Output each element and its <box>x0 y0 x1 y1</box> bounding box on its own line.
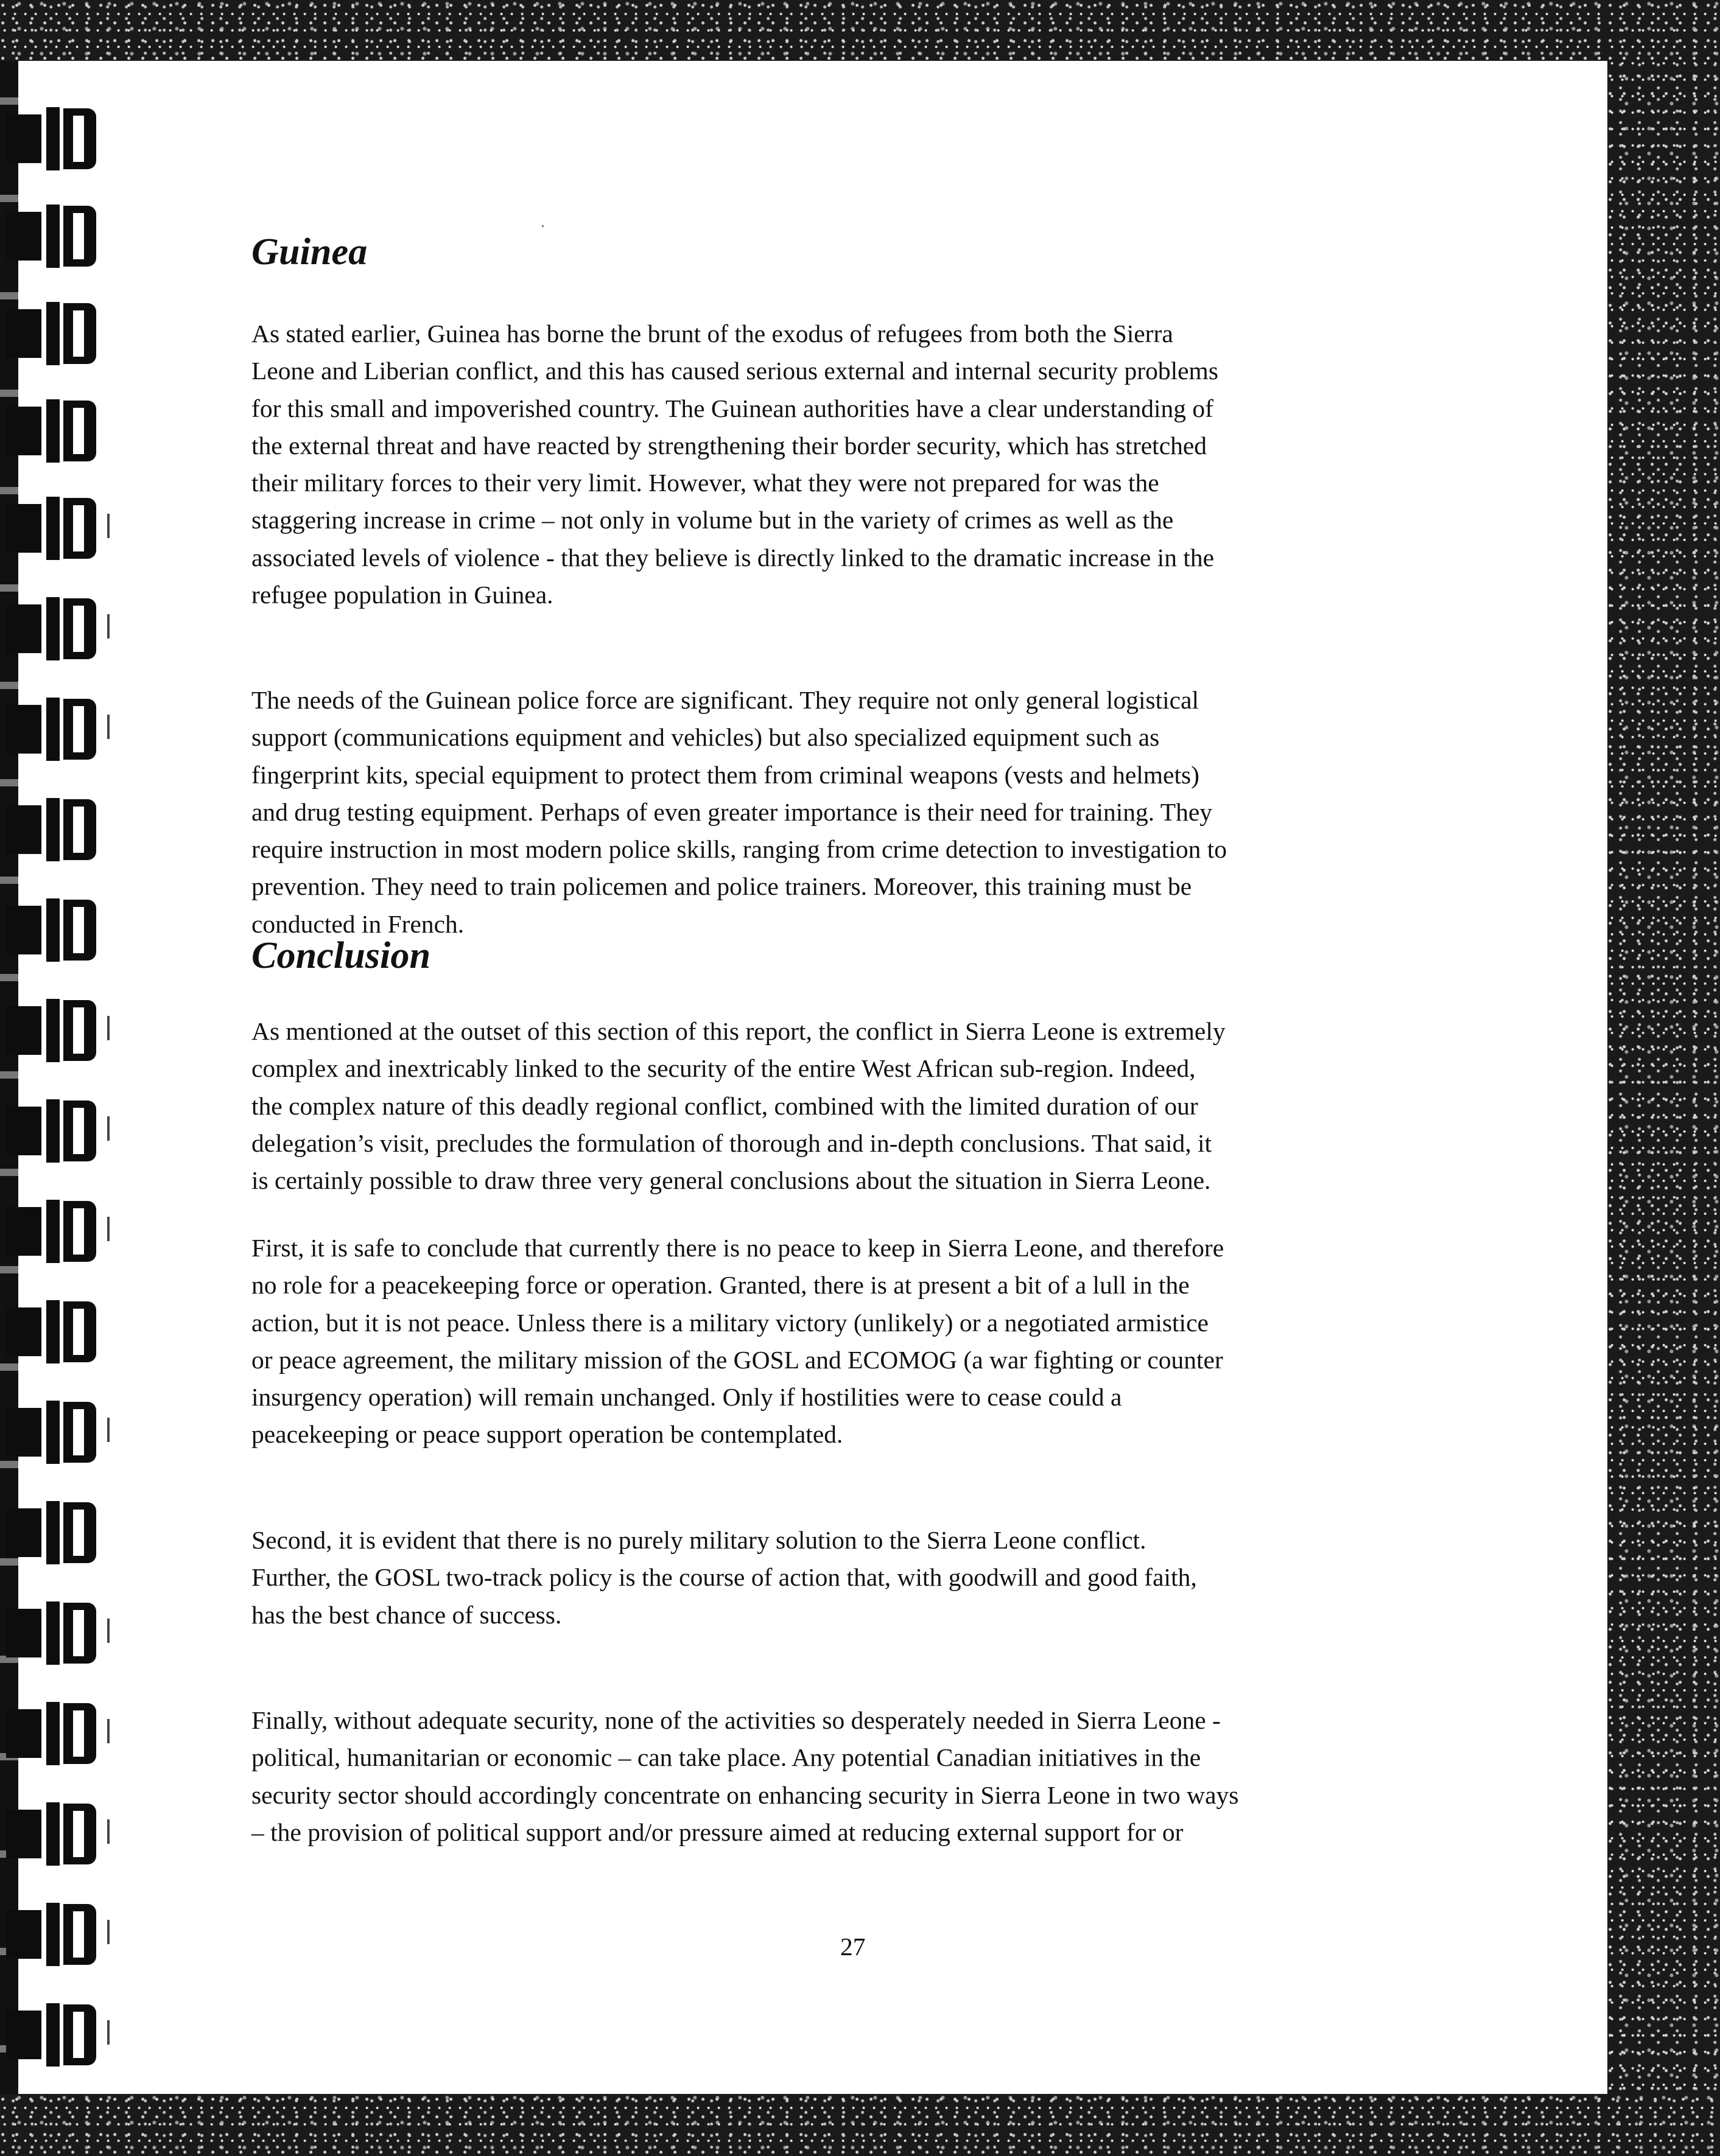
binding-coil <box>6 1899 97 1966</box>
text-line: require instruction in most modern police skills, ranging from crime detection to investigation to <box>251 835 1227 864</box>
binding-coil <box>6 1598 97 1665</box>
binding-coil <box>6 1698 97 1765</box>
binding-spine <box>0 61 18 2094</box>
binding-coil <box>6 396 97 463</box>
text-line: delegation’s visit, precludes the formulation of thorough and in-depth conclusions. That said, it <box>251 1129 1212 1157</box>
text-line: fingerprint kits, special equipment to protect them from criminal weapons (vests and helmets) <box>251 760 1199 789</box>
binding-coil <box>6 1096 97 1163</box>
text-line: for this small and impoverished country. The Guinean authorities have a clear understanding of <box>251 394 1213 422</box>
paragraph <box>251 682 1481 943</box>
scanner-background-right <box>1607 0 1720 2156</box>
paper-sheet <box>12 61 1607 2094</box>
text-line: Finally, without adequate security, none of the activities so desperately needed in Sierra Leone - <box>251 1706 1221 1734</box>
text-line: prevention. They need to train policemen and police trainers. Moreover, this training must be <box>251 872 1192 901</box>
text-line: security sector should accordingly concentrate on enhancing security in Sierra Leone in two ways <box>251 1780 1239 1809</box>
text-line: As mentioned at the outset of this section of this report, the conflict in Sierra Leone is extremely <box>251 1017 1226 1045</box>
binding-coil <box>6 1297 97 1363</box>
text-line: Leone and Liberian conflict, and this has caused serious external and internal security problems <box>251 357 1218 385</box>
text-line: complex and inextricably linked to the security of the entire West African sub-region. Indeed, <box>251 1054 1196 1083</box>
text-line: political, humanitarian or economic – can take place. Any potential Canadian initiatives in the <box>251 1743 1201 1772</box>
binding-coil <box>6 493 97 560</box>
spiral-binding <box>0 61 122 2094</box>
text-line: First, it is safe to conclude that currently there is no peace to keep in Sierra Leone, and therefore <box>251 1234 1224 1262</box>
binding-coil <box>6 1497 97 1564</box>
text-line: staggering increase in crime – not only in volume but in the variety of crimes as well as the <box>251 506 1174 534</box>
text-line: support (communications equipment and vehicles) but also specialized equipment such as <box>251 723 1160 752</box>
text-line: no role for a peacekeeping force or operation. Granted, there is at present a bit of a lull in the <box>251 1271 1190 1300</box>
binding-coil <box>6 995 97 1062</box>
page-number: 27 <box>840 1933 866 1961</box>
text-line: their military forces to their very limit. However, what they were not prepared for was the <box>251 469 1159 497</box>
binding-coil <box>6 298 97 365</box>
text-line: associated levels of violence - that they believe is directly linked to the dramatic increase in the <box>251 543 1215 572</box>
text-line: Further, the GOSL two-track policy is the course of action that, with goodwill and good faith, <box>251 1563 1197 1592</box>
binding-coil <box>6 1196 97 1263</box>
binding-coil <box>6 2000 97 2067</box>
paragraph <box>251 1013 1481 1199</box>
text-line: action, but it is not peace. Unless there is a military victory (unlikely) or a negotiated armistice <box>251 1308 1209 1337</box>
section-heading-conclusion: Conclusion <box>251 935 431 976</box>
text-line: peacekeeping or peace support operation be contemplated. <box>251 1420 843 1449</box>
binding-coil <box>6 1799 97 1866</box>
scanner-background-top <box>0 0 1720 61</box>
text-line: the complex nature of this deadly regional conflict, combined with the limited duration of our <box>251 1091 1198 1120</box>
binding-coil <box>6 201 97 268</box>
paragraph <box>251 1230 1481 1454</box>
text-line: Second, it is evident that there is no purely military solution to the Sierra Leone conflict. <box>251 1526 1146 1554</box>
paragraph <box>251 1702 1481 1851</box>
text-line: insurgency operation) will remain unchanged. Only if hostilities were to cease could a <box>251 1383 1122 1412</box>
scanner-background-bottom <box>0 2094 1720 2156</box>
text-line: – the provision of political support and/or pressure aimed at reducing external support for or <box>251 1818 1184 1846</box>
text-line: refugee population in Guinea. <box>251 581 553 609</box>
paragraph <box>251 315 1481 614</box>
text-line: The needs of the Guinean police force are significant. They require not only general logistical <box>251 686 1199 714</box>
text-line: conducted in French. <box>251 909 465 938</box>
binding-coil <box>6 794 97 861</box>
binding-coil <box>6 593 97 660</box>
binding-coil <box>6 895 97 962</box>
scan-speck <box>542 225 544 227</box>
binding-coil <box>6 103 97 170</box>
text-line: has the best chance of success. <box>251 1600 562 1629</box>
text-line: As stated earlier, Guinea has borne the brunt of the exodus of refugees from both the Sierra <box>251 320 1173 348</box>
section-heading-guinea: Guinea <box>251 231 368 273</box>
paragraph <box>251 1522 1481 1634</box>
binding-coil <box>6 694 97 761</box>
text-line: is certainly possible to draw three very general conclusions about the situation in Sierra Leone. <box>251 1166 1211 1195</box>
text-line: and drug testing equipment. Perhaps of even greater importance is their need for training. They <box>251 797 1213 826</box>
text-line: the external threat and have reacted by strengthening their border security, which has stretched <box>251 431 1207 460</box>
binding-coil <box>6 1397 97 1464</box>
text-line: or peace agreement, the military mission of the GOSL and ECOMOG (a war fighting or counter <box>251 1345 1223 1374</box>
